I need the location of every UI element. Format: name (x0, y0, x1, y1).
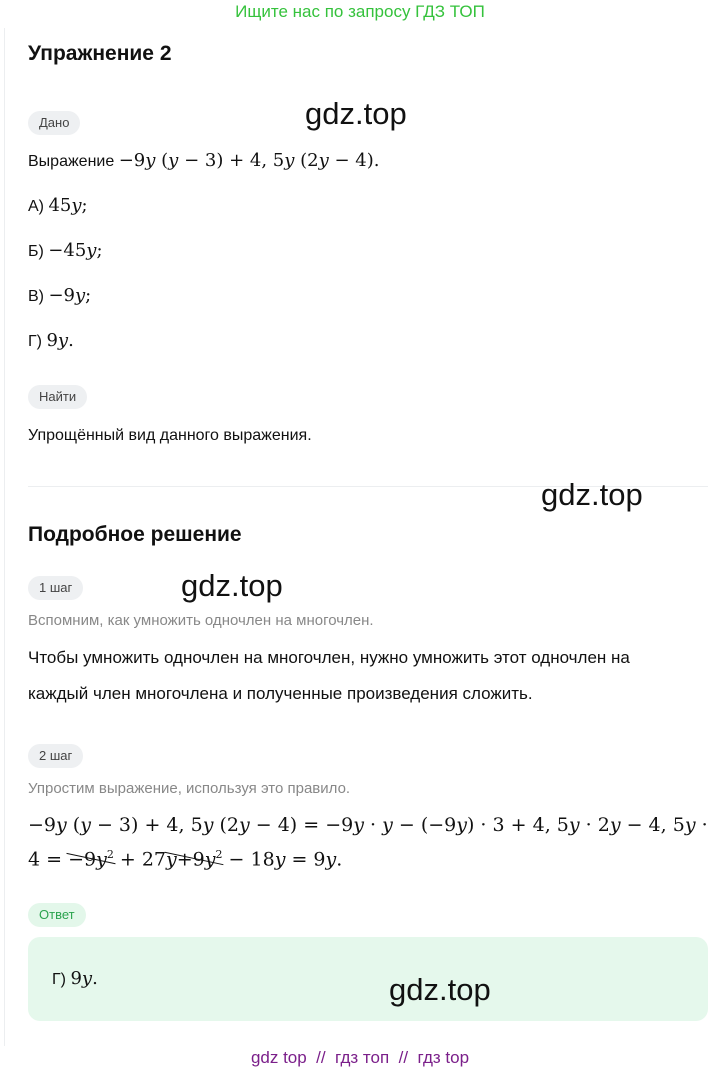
exercise-title: Упражнение 2 (28, 42, 172, 65)
option-c (28, 285, 91, 306)
option-b-label: Б) (28, 243, 44, 260)
step1-badge: 1 шаг (28, 576, 83, 600)
option-b-value: −45y; (48, 240, 103, 261)
solution-math-line1: −9y (y − 3) + 4, 5y (2y − 4) = −9y · y − (−9y) · 3 + 4, 5y · 2y − 4, 5y · (28, 814, 708, 836)
option-c-label: В) (28, 288, 44, 305)
expression-math: −9y (y − 3) + 4, 5y (2y − 4). (118, 150, 380, 171)
answer-value: 9y. (70, 968, 98, 989)
solution-title: Подробное решение (28, 523, 242, 546)
step1-hint: Вспомним, как умножить одночлен на многочлен. (28, 612, 374, 629)
footer-links: gdz top // гдз топ // гдз top (250, 1048, 470, 1067)
expression-prefix: Выражение (28, 153, 115, 170)
find-text: Упрощённый вид данного выражения. (28, 427, 312, 444)
watermark-2: gdz.top (541, 477, 643, 512)
watermark-4: gdz.top (389, 972, 491, 1007)
top-banner: Ищите нас по запросу ГДЗ ТОП (235, 2, 485, 21)
answer-prefix: Г) (52, 971, 66, 988)
solution-math-line2: $4 = -9y^2 + 27y+9y^2 - 18y = 9y$. (28, 848, 343, 871)
find-badge: Найти (28, 385, 87, 409)
step2-badge: 2 шаг (28, 744, 83, 768)
step1-text-line2: каждый член многочлена и полученные произведения сложить. (28, 684, 533, 703)
struck-term-1: $-9y^2$ (68, 848, 114, 871)
option-a-value: 45y; (48, 195, 88, 216)
watermark-3: gdz.top (181, 568, 283, 603)
option-c-value: −9y; (48, 285, 92, 306)
given-badge: Дано (28, 111, 80, 135)
struck-term-2: $y+9y^2$ (166, 848, 223, 871)
watermark-1: gdz.top (305, 96, 407, 131)
option-a (28, 195, 88, 216)
option-d-value: 9y. (46, 330, 74, 351)
answer-box (28, 937, 708, 1021)
answer-badge: Ответ (28, 903, 86, 927)
answer-text (52, 968, 98, 989)
option-b (28, 240, 103, 261)
option-a-label: А) (28, 198, 44, 215)
step2-hint: Упростим выражение, используя это правило. (28, 780, 351, 797)
step1-text-line1: Чтобы умножить одночлен на многочлен, нужно умножить этот одночлен на (28, 648, 630, 667)
option-d-label: Г) (28, 333, 42, 350)
option-d (28, 330, 74, 351)
given-expression (28, 150, 380, 171)
